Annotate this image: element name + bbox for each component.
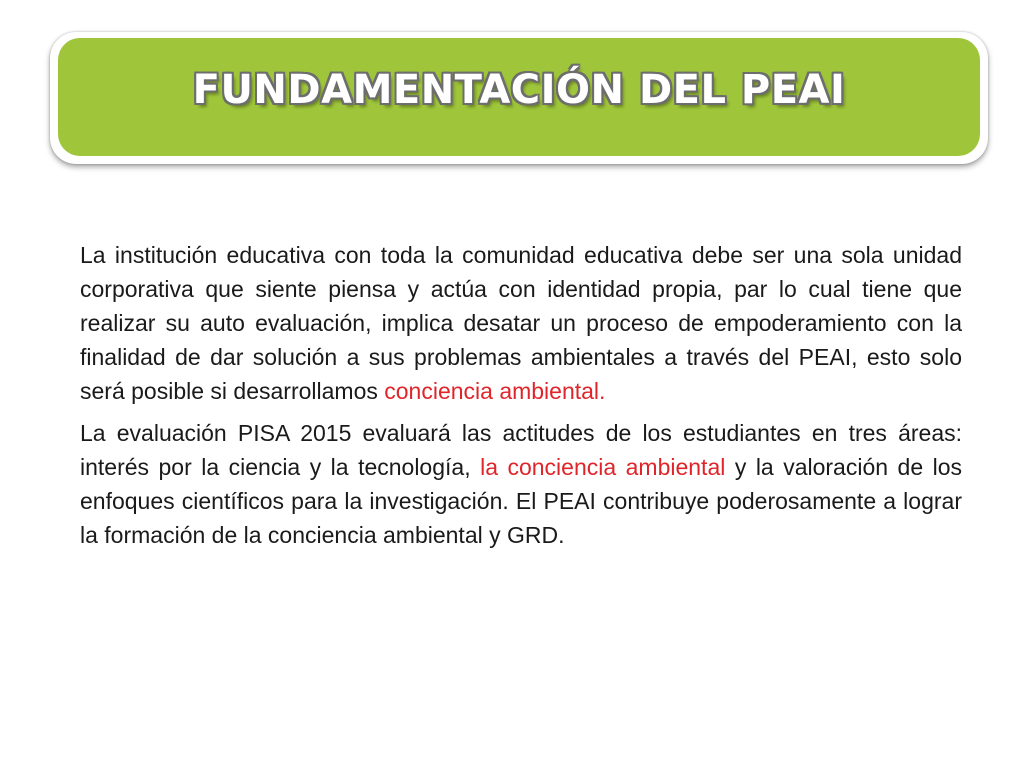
paragraph-1-highlight: conciencia ambiental. — [384, 378, 606, 404]
slide-title: FUNDAMENTACIÓN DEL PEAI — [192, 67, 846, 113]
body-text — [80, 238, 962, 560]
paragraph-1-text: La institución educativa con toda la comunidad educativa debe ser una sola unidad corporativa que siente piensa y actúa con identidad propia, par lo cual tiene que realizar su auto evaluación, implica desatar un proceso de empoderamiento con la finalidad de dar solución a sus problemas ambientales a través del PEAI, esto solo será posible si desarrollamos — [80, 242, 962, 404]
paragraph-2-text-after: y la valoración de los enfoques científicos para la investigación. El PEAI contribuye poderosamente a lograr la formación de la conciencia ambiental y GRD. — [80, 454, 962, 548]
paragraph-1 — [80, 238, 962, 408]
paragraph-2-highlight: la conciencia ambiental — [480, 454, 726, 480]
title-banner — [58, 38, 980, 156]
paragraph-2 — [80, 416, 962, 552]
paragraph-2-text: La evaluación PISA 2015 evaluará las actitudes de los estudiantes en tres áreas: interés por la ciencia y la tecnología, — [80, 420, 962, 480]
